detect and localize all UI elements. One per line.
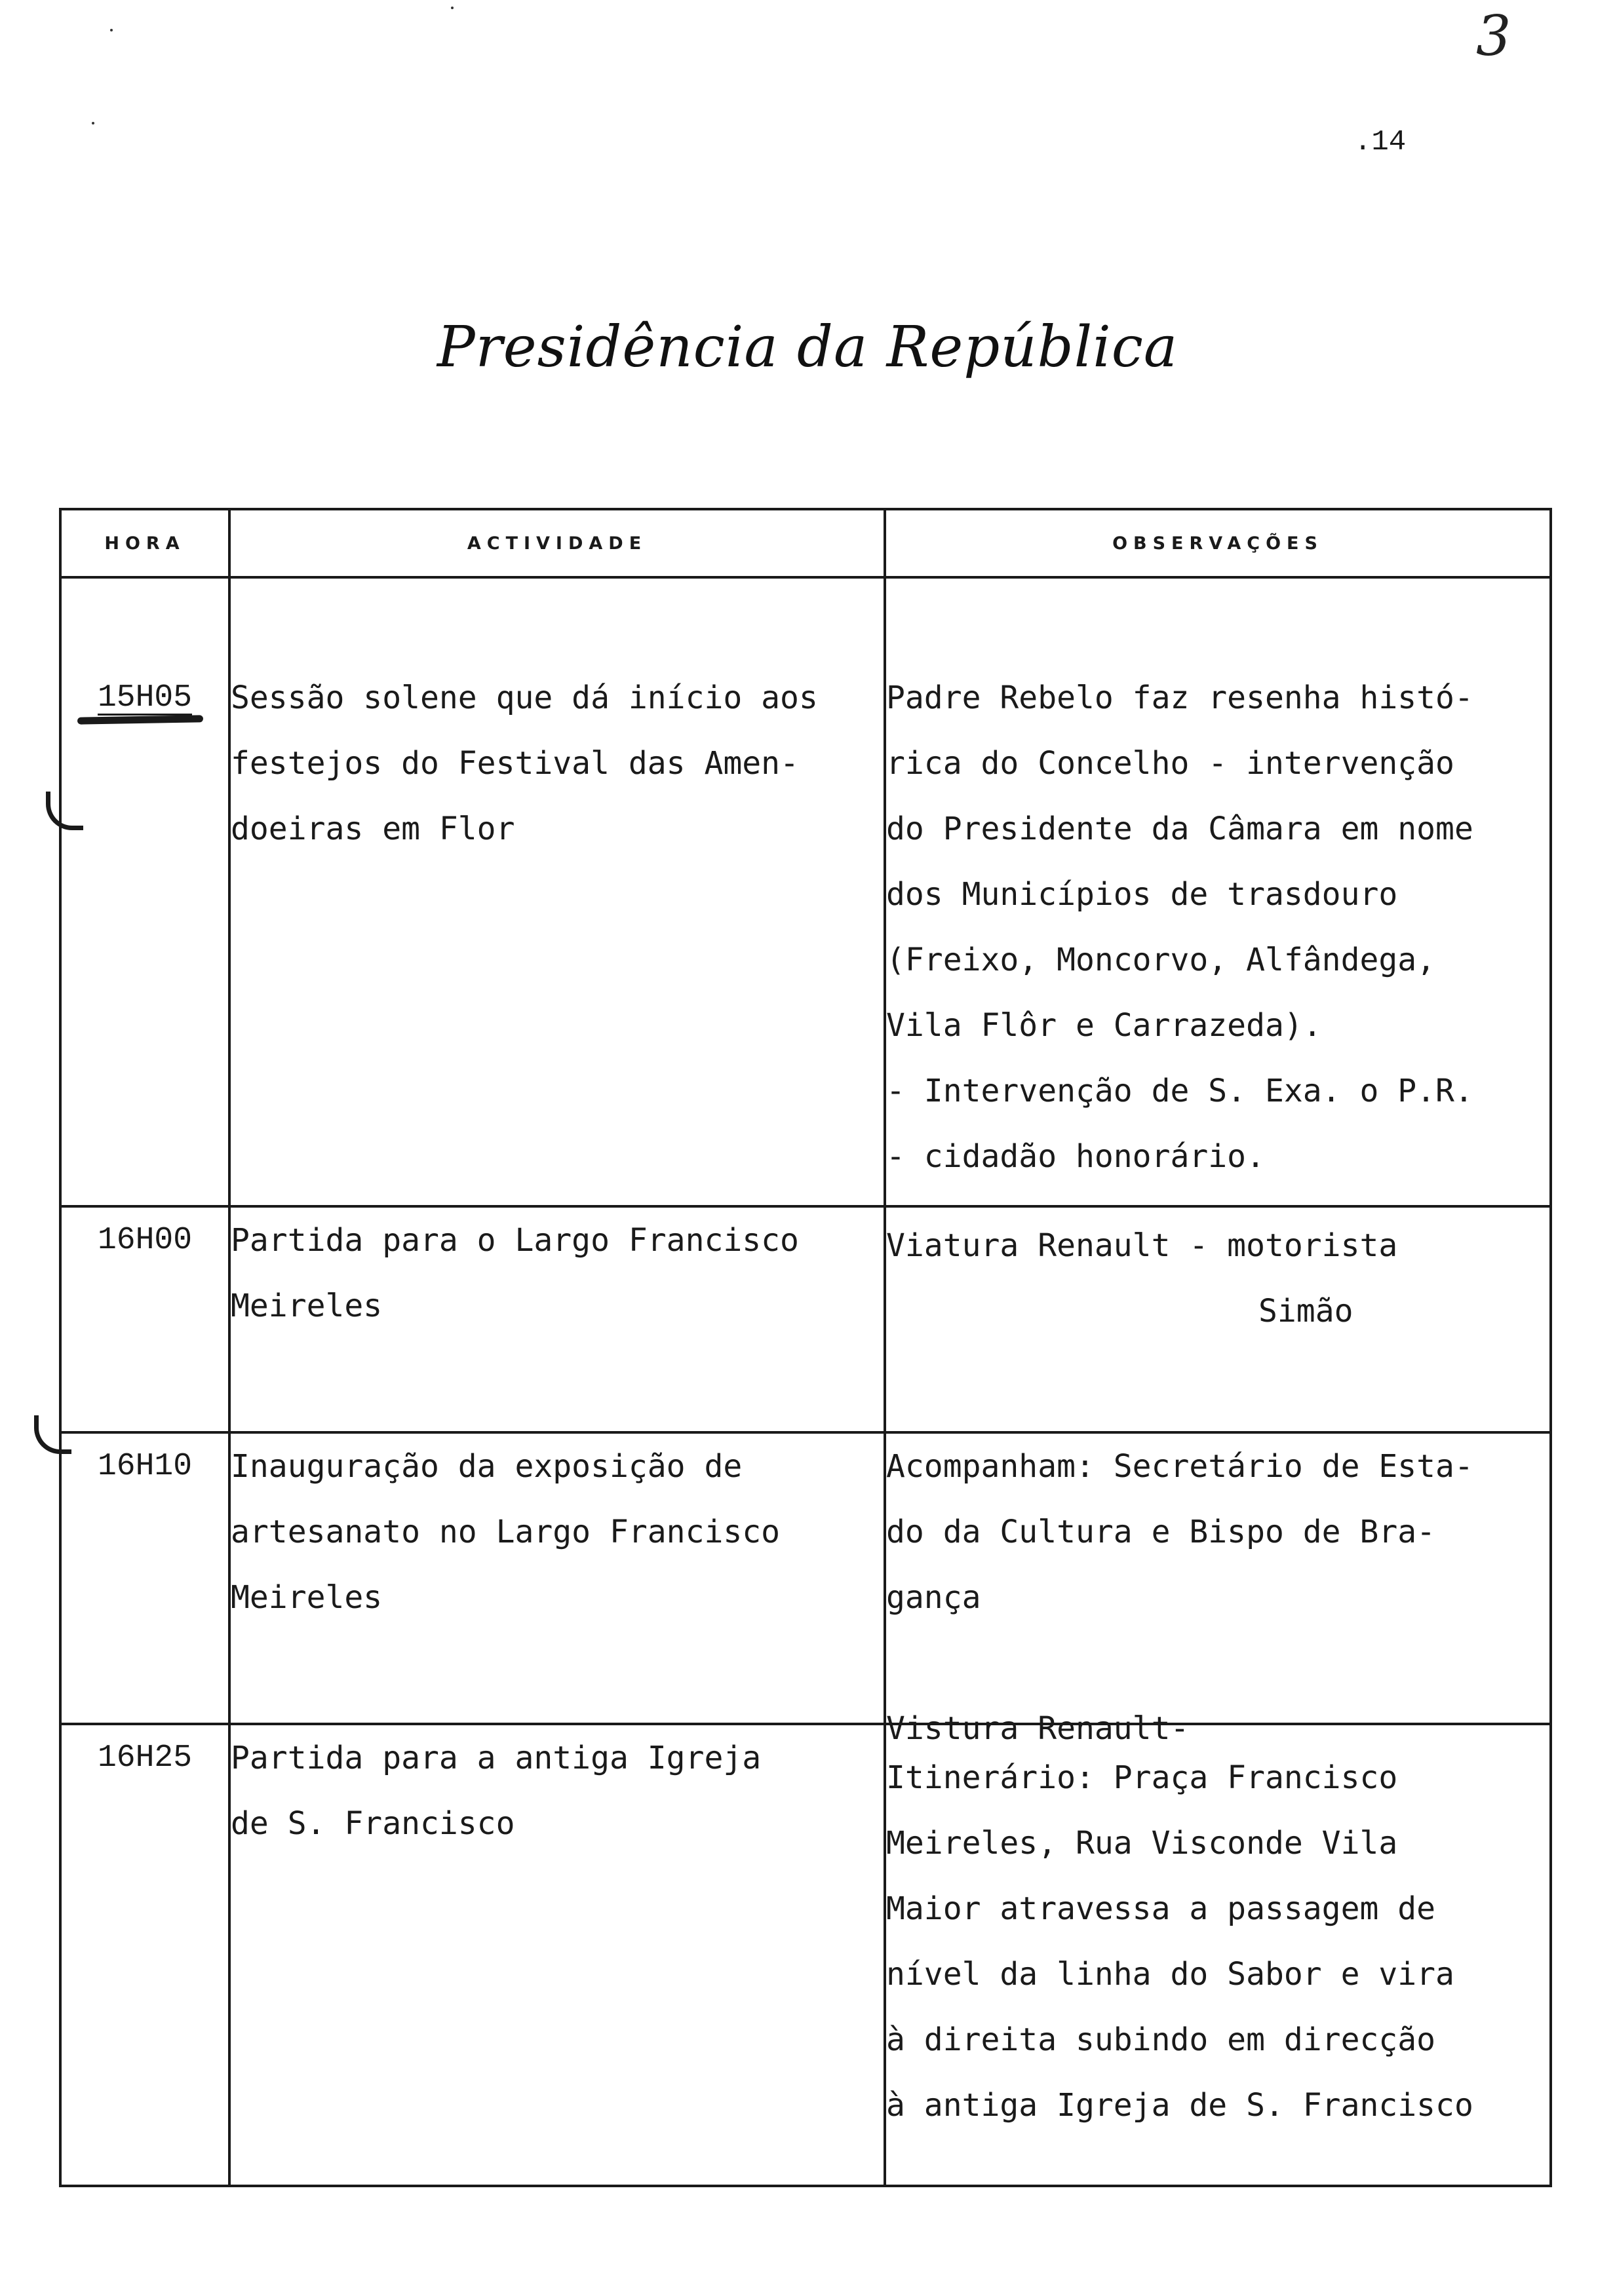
row-time: 16H10 — [60, 1432, 229, 1724]
row-observations: Acompanham: Secretário de Esta- do da Cultura e Bispo de Bra- gança — [885, 1432, 1551, 1724]
observations-overtyped-note: Vistura Renault- — [886, 1710, 1190, 1747]
row-time-text: 15H05 — [97, 680, 193, 716]
letterhead-title: Presidência da República — [437, 315, 1178, 380]
row-observations: Padre Rebelo faz resenha histó- rica do Concelho - intervenção do Presidente da Câmara em nome dos Municípios de trasdouro (Freixo, Moncorvo, Alfândega, Vila Flôr e Carrazeda). - Intervenção de S. Exa. o P.R. - cidadão honorário. — [885, 577, 1551, 1206]
handwritten-bracket-mark — [46, 792, 83, 830]
page-number: .14 — [1354, 126, 1407, 159]
table-row — [60, 1724, 1551, 2186]
observations-itinerary: Itinerário: Praça Francisco Meireles, Rua Visconde Vila Maior atravessa a passagem de nível da linha do Sabor e vira à direita subindo em direcção à antiga Igreja de S. Francisco — [886, 1759, 1473, 2124]
column-header-actividade: ACTIVIDADE — [229, 509, 885, 577]
column-header-observacoes: OBSERVAÇÕES — [885, 509, 1551, 577]
scan-speck — [110, 29, 113, 31]
row-activity: Sessão solene que dá início aos festejos do Festival das Amen- doeiras em Flor — [229, 577, 885, 1206]
observations-driver-name: Simão — [1258, 1293, 1353, 1330]
row-time: 16H25 — [60, 1724, 229, 2186]
row-time: 16H00 — [60, 1206, 229, 1432]
column-header-hora: HORA — [60, 509, 229, 577]
row-activity: Inauguração da exposição de artesanato no Largo Francisco Meireles — [229, 1432, 885, 1724]
table-row — [60, 577, 1551, 1206]
agenda-table — [59, 508, 1552, 2187]
scan-speck — [451, 7, 454, 9]
row-observations — [885, 1206, 1551, 1432]
handwritten-bracket-mark — [34, 1415, 71, 1454]
table-header-row — [60, 509, 1551, 577]
row-time — [60, 577, 229, 1206]
handwritten-page-number: 3 — [1476, 4, 1511, 68]
table-row — [60, 1206, 1551, 1432]
observations-vehicle: Viatura Renault - motorista — [886, 1227, 1398, 1264]
row-observations — [885, 1710, 1551, 2186]
scan-speck — [92, 122, 94, 124]
row-activity: Partida para a antiga Igreja de S. Francisco — [229, 1724, 885, 2186]
row-activity: Partida para o Largo Francisco Meireles — [229, 1206, 885, 1432]
table-row — [60, 1432, 1551, 1724]
